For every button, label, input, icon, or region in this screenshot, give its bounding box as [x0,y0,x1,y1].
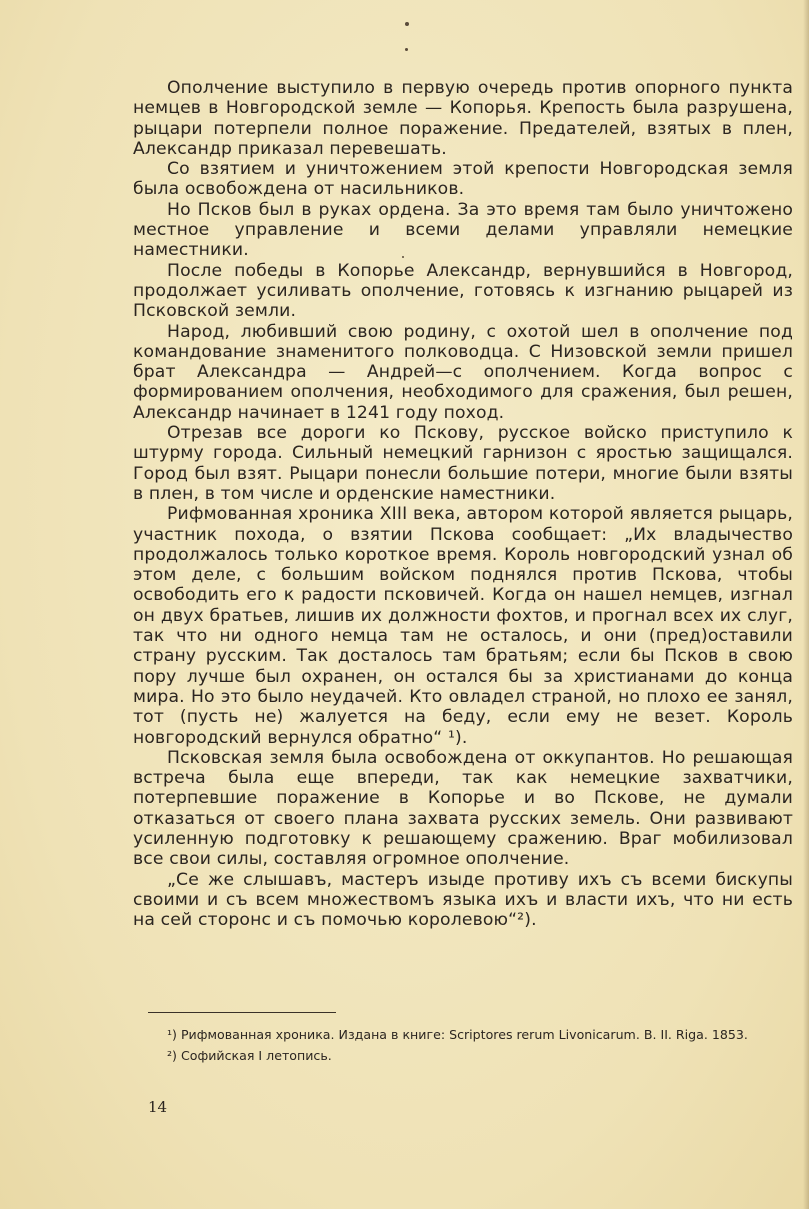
paragraph: Отрезав все дороги ко Пскову, русское войско приступило к штурму города. Сильный немецкий гарнизон с яростью защищался. Город был взят. Рыцари понесли большие потери, многие были взяты в плен, в том числе и орденские наместники. [133,423,793,504]
paragraph: После победы в Копорье Александр, вернувшийся в Новгород, продолжает усиливать ополчение, готовясь к изгнанию рыцарей из Псковской земли. [133,260,793,322]
paragraph: Ополчение выступило в первую очередь против опорного пункта немцев в Новгородской земле — Копорья. Крепость была разрушена, рыцари потерпели полное поражение. Предателей, взятых в плен, Александр приказал перевешать. [133,78,793,159]
print-speck [402,256,404,258]
footnote-divider [148,1012,336,1013]
paragraph: „Се же слышавъ, мастеръ изыде противу ихъ съ всеми бискупы своими и съ всем множествомъ языка ихъ и власти ихъ, что ни есть на сей сторонс и съ помочью королевою“²). [133,869,793,931]
paragraph: Псковская земля была освобождена от оккупантов. Но решающая встреча была еще впереди, так как немецкие захватчики, потерпевшие поражение в Копорье и во Пскове, не думали отказаться от своего плана захвата русских земель. Они развивают усиленную подготовку к решающему сражению. Враг мобилизовал все свои силы, составляя огромное ополчение. [133,747,793,870]
paragraph: Но Псков был в руках ордена. За это время там было уничтожено местное управление и всеми делами управляли немецкие наместники. [133,199,793,261]
paragraph: Со взятием и уничтожением этой крепости Новгородская земля была освобождена от насильников. [133,159,793,200]
page-number: 14 [148,1098,168,1116]
footnote: ²) Софийская I летопись. [167,1048,332,1063]
footnotes [133,1027,788,1069]
print-speck [405,48,408,51]
paragraph: Рифмованная хроника XIII века, автором которой является рыцарь, участник похода, о взятии Пскова сообщает: „Их владычество продолжалось только короткое время. Король новгородский узнал об этом деле, с большим войском поднялся против Пскова, чтобы освободить его к радости псковичей. Когда он нашел немцев, изгнал он двух братьев, лишив их должности фохтов, и прогнал всех их слуг, так что ни одного немца там не осталось, и они (пред)оставили страну русским. Так досталось там братьям; если бы Псков в свою пору лучше был охранен, он остался бы за христианами до конца мира. Но это было неудачей. Кто овладел страной, но плохо ее занял, тот (пусть не) жалуется на беду, если ему не везет. Король новгородский вернулся обратно“ ¹). [133,504,793,748]
print-speck [405,22,409,26]
paragraph: Народ, любивший свою родину, с охотой шел в ополчение под командование знаменитого полководца. С Низовской земли пришел брат Александра — Андрей—с ополчением. Когда вопрос с формированием ополчения, необходимого для сражения, был решен, Александр начинает в 1241 году поход. [133,321,793,423]
page-edge-shadow [803,0,809,1209]
main-text [133,78,793,930]
footnote: ¹) Рифмованная хроника. Издана в книге: Scriptores rerum Livonicarum. B. II. Riga. 1853. [167,1027,748,1042]
